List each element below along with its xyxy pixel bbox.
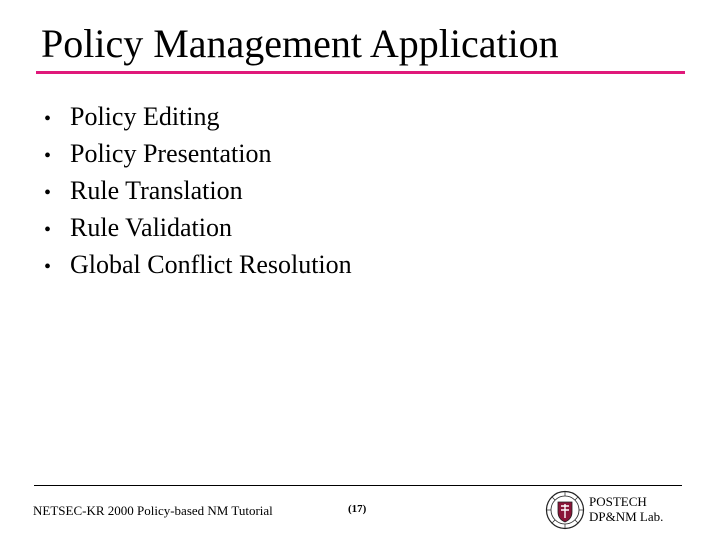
bullet-icon: • [44, 256, 52, 278]
org-name: POSTECH [589, 494, 647, 509]
bullet-icon: • [44, 108, 52, 130]
title-underline [36, 71, 685, 74]
postech-emblem-logo-icon [545, 490, 585, 530]
footer-tutorial-title: NETSEC-KR 2000 Policy-based NM Tutorial [33, 503, 273, 518]
list-item [44, 135, 352, 172]
bullet-text: Policy Presentation [70, 139, 272, 168]
bullet-list [44, 98, 352, 283]
list-item [44, 172, 352, 209]
bullet-text: Rule Translation [70, 176, 243, 205]
bullet-text: Policy Editing [70, 102, 220, 131]
footer-divider [34, 485, 682, 486]
bullet-icon: • [44, 182, 52, 204]
list-item [44, 209, 352, 246]
footer-organization [589, 494, 663, 524]
page-number: (17) [348, 503, 367, 515]
lab-name: DP&NM Lab. [589, 509, 664, 524]
bullet-text: Global Conflict Resolution [70, 250, 352, 279]
list-item [44, 246, 352, 283]
bullet-icon: • [44, 219, 52, 241]
bullet-icon: • [44, 145, 52, 167]
list-item [44, 98, 352, 135]
slide-title: Policy Management Application [41, 21, 559, 66]
bullet-text: Rule Validation [70, 213, 233, 242]
